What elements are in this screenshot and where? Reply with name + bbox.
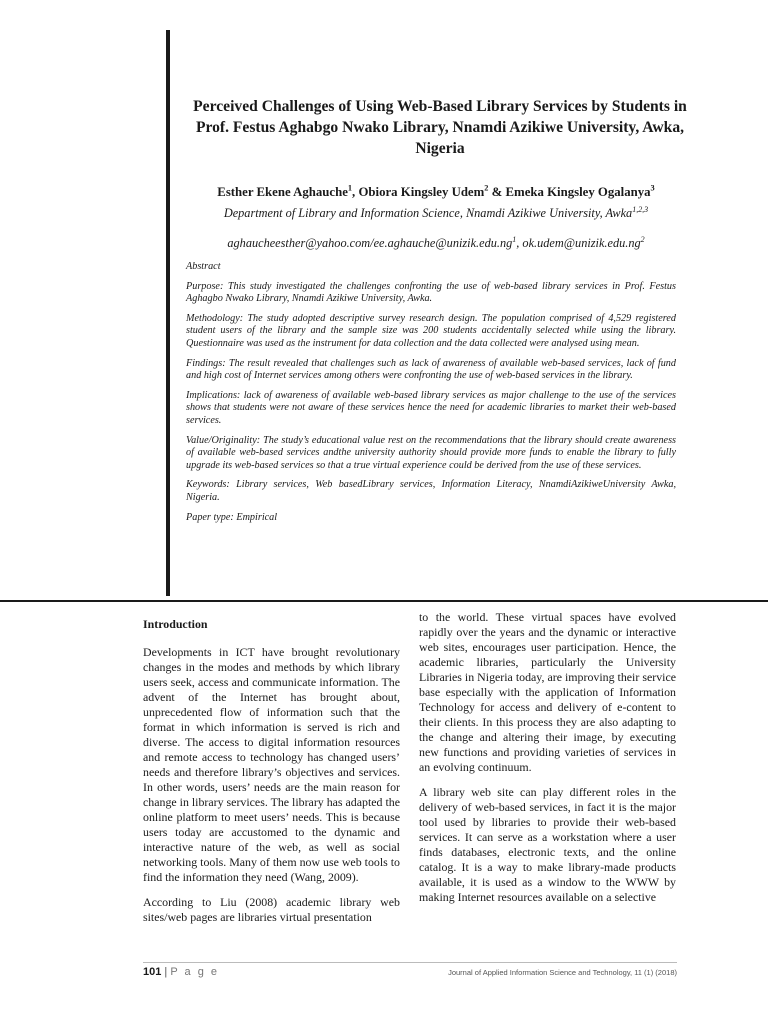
email-superscript: 2: [640, 234, 645, 244]
author-superscript: 3: [650, 183, 655, 193]
author-emails: [186, 235, 686, 251]
body-paragraph: to the world. These virtual spaces have evolved rapidly over the years and the dynamic or interactive web sites, encourages user participation. Hence, the academic libraries, particularly the University Libraries in Nigeria today, are improving their service base especially with the application of Information Technology for access and delivery of e-content to their clients. In this process they are also adapting to the change and altering their image, by executing new functions and providing varieties of services in an evolving continuum.: [419, 610, 676, 774]
left-vertical-rule: [166, 30, 170, 596]
journal-citation: Journal of Applied Information Science and Technology, 11 (1) (2018): [448, 968, 677, 977]
section-divider: [0, 600, 768, 602]
affiliation-text: Department of Library and Information Science, Nnamdi Azikiwe University, Awka: [223, 206, 633, 220]
abstract-heading: Abstract: [186, 261, 221, 272]
affiliation: [186, 205, 686, 221]
author-separator: &: [488, 185, 506, 199]
author-superscript: 1: [347, 183, 353, 193]
author-name: Obiora Kingsley Udem: [358, 185, 485, 199]
abstract-paper-type: Paper type: Empirical: [186, 511, 278, 523]
body-paragraph: A library web site can play different roles in the delivery of web-based services, in fact it is the major tool used by libraries to provide their web-based services. It can serve as a workstation where a user finds databases, electronic texts, and the online catalog. It is a way to make library-made products available, it is used as a window to the WWW by making Internet resources available on a selective: [419, 785, 676, 904]
email-superscript: 1: [512, 234, 517, 244]
page-footer-number: [143, 966, 219, 978]
abstract-section: [186, 261, 676, 531]
footer-separator: |: [161, 966, 171, 978]
page-number: 101: [143, 966, 162, 978]
email-separator: ,: [516, 236, 523, 250]
abstract-value: Value/Originality: The study’s educational value rest on the recommendations that the library should create awareness of available web-based services andthe university authority should provide more funds to enable the library to fully upgrade its web-based services so that a true virtual experience could be derived from the use of these services.: [186, 434, 676, 471]
abstract-purpose: Purpose: This study investigated the challenges confronting the use of web-based library services in Prof. Festus Aghagbo Nwako Library, Nnamdi Azikiwe University, Awka.: [186, 280, 676, 305]
abstract-methodology: Methodology: The study adopted descriptive survey research design. The population comprised of 4,529 registered student users of the library and the sample size was 200 students accidentally selected while using the library. Questionnaire was used as the instrument for data collection and the data collected were analysed using mean.: [186, 312, 676, 349]
page-label: P a g e: [170, 966, 220, 978]
abstract-implications: Implications: lack of awareness of available web-based library services as major challenge to the use of the services shows that students were not aware of these services hence the need for academic libraries to market their web-based services.: [186, 389, 676, 426]
author-separator: ,: [352, 185, 359, 199]
author-list: [186, 184, 686, 200]
author-superscript: 2: [484, 183, 489, 193]
paper-title: Perceived Challenges of Using Web-Based Library Services by Students in Prof. Festus Aghabgo Nwako Library, Nnamdi Azikiwe University, Awka, Nigeria: [193, 98, 687, 157]
body-column-right: [419, 610, 676, 915]
email-link[interactable]: aghaucheesther@yahoo.com/ee.aghauche@unizik.edu.ng: [227, 236, 513, 250]
body-paragraph: According to Liu (2008) academic library web sites/web pages are libraries virtual presentation: [143, 895, 400, 924]
author-name: Esther Ekene Aghauche: [217, 185, 348, 199]
author-name: Emeka Kingsley Ogalanya: [505, 185, 651, 199]
abstract-keywords: Keywords: Library services, Web basedLibrary services, Information Literacy, NnamdiAzikiweUniversity Awka, Nigeria.: [186, 479, 676, 503]
section-heading: Introduction: [143, 617, 208, 631]
abstract-findings: Findings: The result revealed that challenges such as lack of awareness of available web-based services, lack of fund and high cost of Internet services among others were confronting the use of web-based services in the library.: [186, 357, 676, 382]
body-column-left: [143, 610, 400, 935]
affiliation-superscript: 1,2,3: [632, 204, 649, 214]
email-link[interactable]: ok.udem@unizik.edu.ng: [522, 236, 641, 250]
footer-divider: [143, 962, 677, 963]
body-paragraph: Developments in ICT have brought revolutionary changes in the modes and methods by which library users seek, access and communicate information. The advent of the Internet has brought about, unprecedented flow of information such that the format in which information is served is rich and diverse. The access to digital information resources and remote access to technology has changed users’ needs and therefore library’s objectives and services. In other words, users’ needs are the main reason for change in library services. The library has adapted the online platform to meet users’ needs. This is because users today are accustomed to the dynamic and interactive nature of the web, as well as social networking tools. Many of them now use web tools to find the information they need (Wang, 2009).: [143, 645, 400, 884]
